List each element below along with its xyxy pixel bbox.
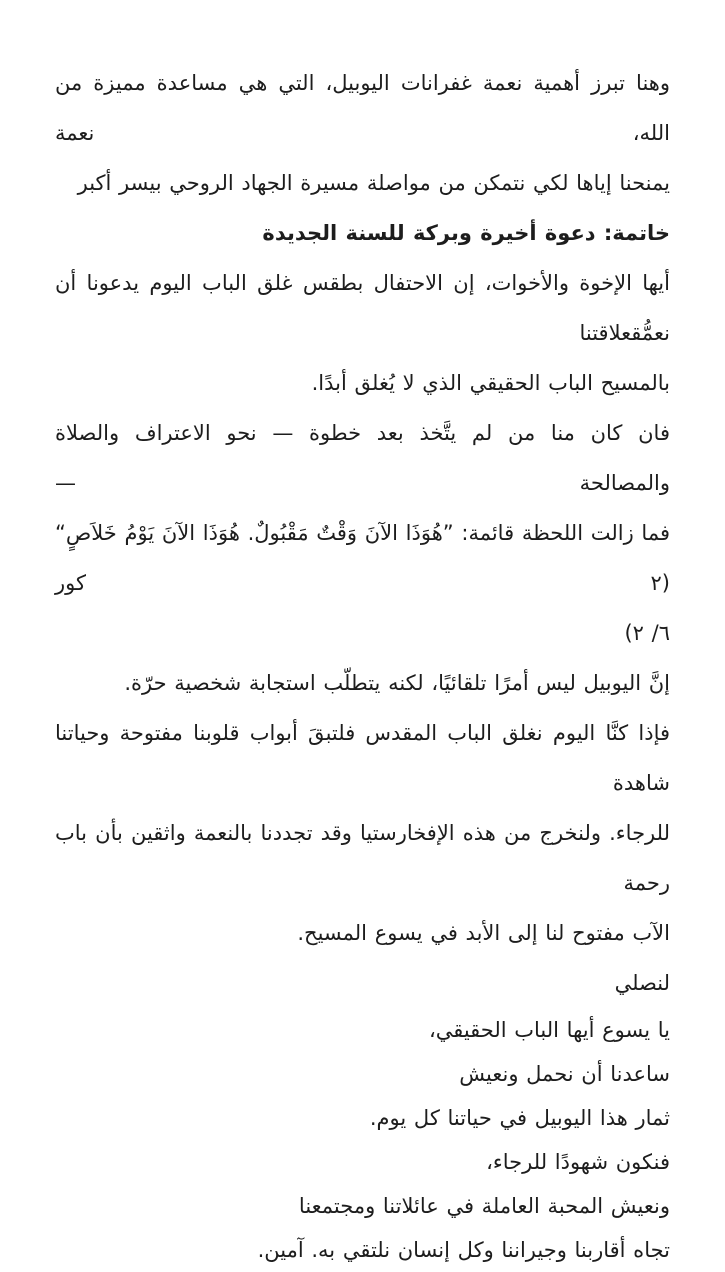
text-line: يمنحنا إياها لكي نتمكن من مواصلة مسيرة الجهاد الروحي بيسر أكبر xyxy=(77,171,670,195)
paragraph-brothers-sisters xyxy=(55,258,670,408)
text-line: الآب مفتوح لنا إلى الأبد في يسوع المسيح. xyxy=(297,921,670,945)
text-line: خاتمة: دعوة أخيرة وبركة للسنة الجديدة xyxy=(262,221,670,245)
text-line: لنصلي xyxy=(614,971,670,995)
text-line: فما زالت اللحظة قائمة: ”هُوَذَا الآنَ وَقْتٌ مَقْبُولٌ. هُوَذَا الآنَ يَوْمُ خَلاَصٍ“ (٢ كور xyxy=(55,521,670,595)
text-line: فإذا كنَّا اليوم نغلق الباب المقدس فلتبقَ أبواب قلوبنا مفتوحة وحياتنا شاهدة xyxy=(55,721,670,795)
paragraph-open-hearts xyxy=(55,708,670,958)
text-line: ٦/ ٢) xyxy=(624,621,670,645)
paragraph-jubilee-response xyxy=(55,658,670,708)
text-line: أيها الإخوة والأخوات، إن الاحتفال بطقس غلق الباب اليوم يدعونا أن نعمُّقعلاقتنا xyxy=(55,271,670,345)
text-line: فنكون شهودًا للرجاء، xyxy=(486,1150,670,1174)
text-line: بالمسيح الباب الحقيقي الذي لا يُغلق أبدًا. xyxy=(311,371,670,395)
text-line: إنَّ اليوبيل ليس أمرًا تلقائيًا، لكنه يتطلّب استجابة شخصية حرّة. xyxy=(124,671,670,695)
text-line: ثمار هذا اليوبيل في حياتنا كل يوم. xyxy=(369,1106,670,1130)
text-line: للرجاء. ولنخرج من هذه الإفخارستيا وقد تجددنا بالنعمة واثقين بأن باب رحمة xyxy=(55,821,670,895)
text-line: وهنا تبرز أهمية نعمة غفرانات اليوبيل، التي هي مساعدة مميزة من الله، نعمة xyxy=(55,71,670,145)
closing-heading xyxy=(55,208,670,258)
paragraph-jubilee-grace xyxy=(55,58,670,208)
text-line: ونعيش المحبة العاملة في عائلاتنا ومجتمعنا xyxy=(298,1194,670,1218)
text-line: يا يسوع أيها الباب الحقيقي، xyxy=(428,1018,670,1042)
text-line: ساعدنا أن نحمل ونعيش xyxy=(459,1062,670,1086)
text-line: تجاه أقاربنا وجيراننا وكل إنسان نلتقي به. آمين. xyxy=(257,1238,670,1262)
prayer-text xyxy=(55,1008,670,1272)
text-line: فان كان منا من لم يتَّخذ بعد خطوة — نحو الاعتراف والصلاة والمصالحة — xyxy=(55,421,670,495)
paragraph-let-us-pray xyxy=(55,958,670,1008)
paragraph-scripture-quote xyxy=(55,408,670,658)
